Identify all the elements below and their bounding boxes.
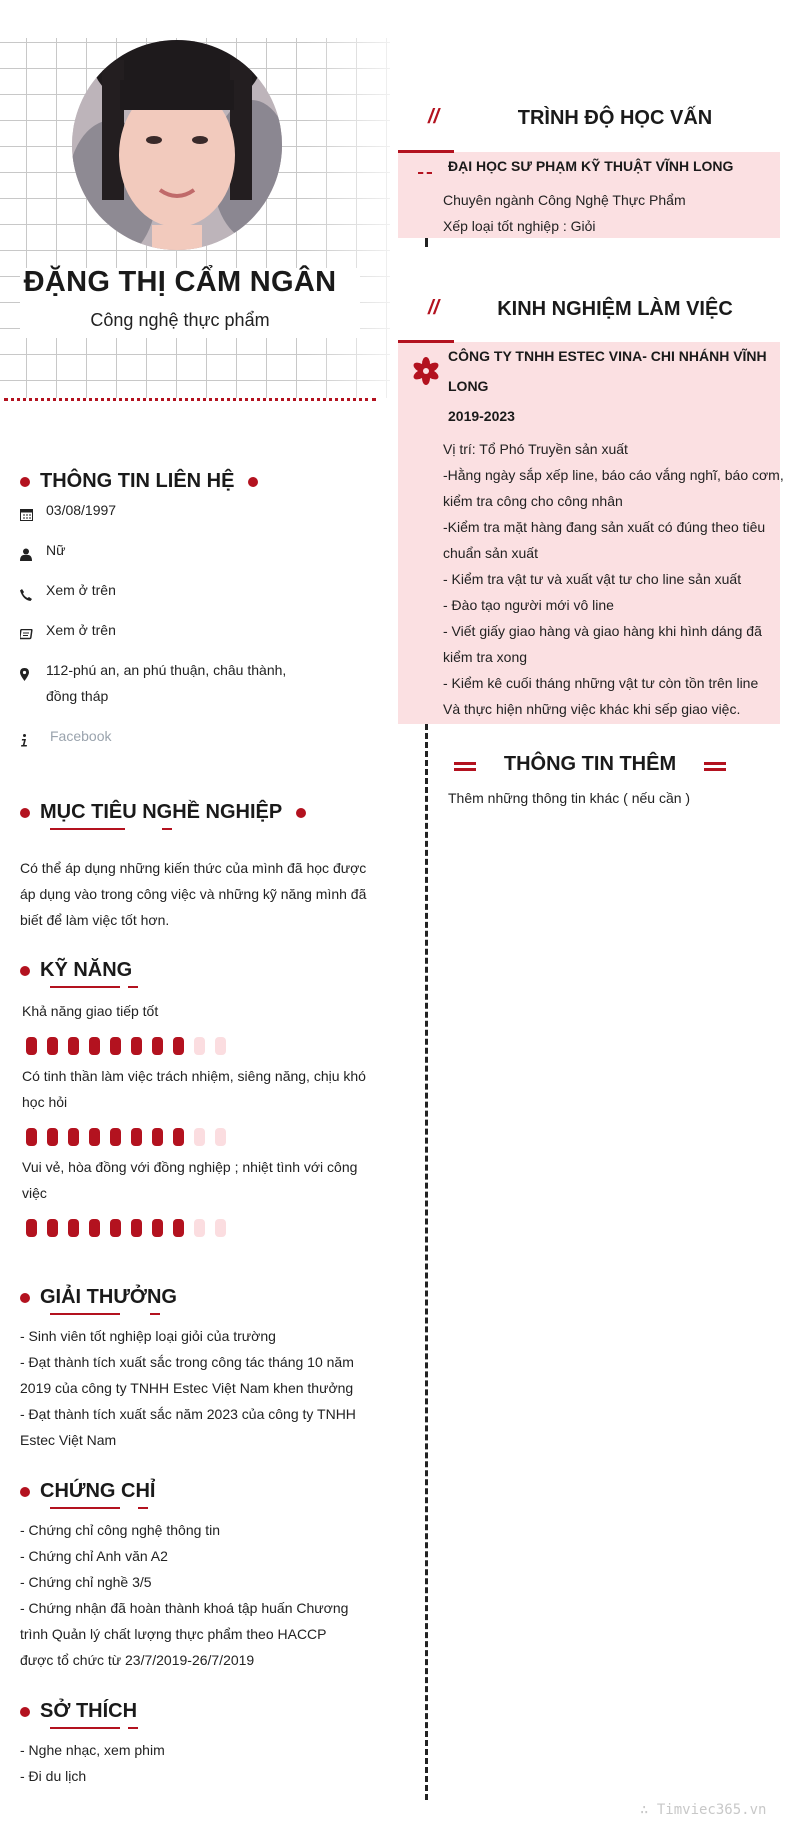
- skill-name: Khả năng giao tiếp tốt: [22, 1003, 159, 1019]
- accent-tab: [398, 150, 454, 153]
- header-dotted-divider: [4, 398, 376, 401]
- skill-pip-filled: [47, 1128, 58, 1146]
- avatar-photo: [72, 40, 282, 250]
- awards-section-header: [20, 1286, 177, 1309]
- section-slash-icon: //: [428, 297, 440, 319]
- skill-pip-filled: [89, 1128, 100, 1146]
- skill-pip-empty: [194, 1219, 205, 1237]
- skill-pip-filled: [26, 1219, 37, 1237]
- email-value: Xem ở trên: [46, 622, 116, 638]
- awards-list: [20, 1323, 380, 1453]
- skill-pip-filled: [173, 1037, 184, 1055]
- candidate-position: Công nghệ thực phẩm: [90, 310, 270, 330]
- award-item: - Đạt thành tích xuất sắc năm 2023 của công ty TNHH Estec Việt Nam: [20, 1406, 356, 1448]
- experience-period: 2019-2023: [448, 408, 515, 424]
- extra-text: Thêm những thông tin khác ( nếu cần ): [448, 790, 691, 806]
- skill-pip-filled: [68, 1128, 79, 1146]
- skill-pip-empty: [215, 1219, 226, 1237]
- skills-section-header: [20, 959, 132, 982]
- experience-details: [443, 436, 785, 722]
- skill-pip-filled: [152, 1037, 163, 1055]
- title-underline: [50, 1727, 120, 1729]
- objective-text: Có thể áp dụng những kiến thức của mình đã học được áp dụng vào trong công việc và những kỹ năng mình đã biết để làm việc tốt hơn.: [20, 860, 367, 928]
- certificate-item: - Chứng chỉ Anh văn A2: [20, 1548, 168, 1564]
- skill-pip-filled: [26, 1037, 37, 1055]
- bullet-dot: [248, 477, 258, 487]
- skill-pip-empty: [194, 1128, 205, 1146]
- experience-line: Vị trí: Tổ Phó Truyền sản xuất: [443, 441, 628, 457]
- calendar-icon: [20, 497, 46, 529]
- hobby-item: - Nghe nhạc, xem phim: [20, 1742, 165, 1758]
- title-underline: [128, 1727, 138, 1729]
- bullet-dot: [296, 808, 306, 818]
- certificate-item: - Chứng chỉ công nghệ thông tin: [20, 1522, 221, 1538]
- skill-pip-filled: [173, 1128, 184, 1146]
- bullet-dot: [20, 477, 30, 487]
- contact-phone-row: [20, 577, 306, 609]
- gender-value: Nữ: [46, 542, 66, 558]
- skill-pip-filled: [152, 1128, 163, 1146]
- skill-pip-filled: [110, 1219, 121, 1237]
- award-item: - Đạt thành tích xuất sắc trong công tác tháng 10 năm 2019 của công ty TNHH Estec Việt Nam khen thưởng: [20, 1354, 354, 1396]
- facebook-link[interactable]: Facebook: [50, 728, 112, 744]
- skill-pip-filled: [68, 1037, 79, 1055]
- skill-pip-filled: [110, 1037, 121, 1055]
- contact-birthday-row: [20, 497, 306, 529]
- skill-pip-filled: [131, 1037, 142, 1055]
- awards-title: GIẢI THƯỞNG: [40, 1286, 177, 1308]
- certificates-list: [20, 1517, 380, 1673]
- skill-name: Vui vẻ, hòa đồng với đồng nghiệp ; nhiệt tình với công việc: [22, 1159, 358, 1201]
- phone-value: Xem ở trên: [46, 582, 116, 598]
- skill-pip-filled: [173, 1219, 184, 1237]
- accent-tab: [398, 340, 454, 343]
- education-title: TRÌNH ĐỘ HỌC VẤN: [517, 107, 713, 129]
- skill-pip-filled: [131, 1219, 142, 1237]
- certificate-item: - Chứng chỉ nghề 3/5: [20, 1574, 152, 1590]
- birthday-value: 03/08/1997: [46, 502, 117, 518]
- timeline-dashed-line: [425, 724, 428, 1800]
- skill-pip-filled: [26, 1128, 37, 1146]
- user-icon: [20, 537, 46, 569]
- skill-pip-empty: [215, 1037, 226, 1055]
- title-underline: [128, 986, 138, 988]
- bullet-dot: [20, 808, 30, 818]
- phone-icon: [20, 577, 46, 609]
- address-value: 112-phú an, an phú thuận, châu thành, đồng tháp: [46, 662, 287, 704]
- experience-line: - Kiểm tra vật tư và xuất vật tư cho line sản xuất: [443, 571, 742, 587]
- certificates-title: CHỨNG CHỈ: [40, 1480, 156, 1502]
- experience-line: -Hằng ngày sắp xếp line, báo cáo vắng nghĩ, báo cơm, kiểm tra công cho công nhân: [443, 467, 784, 509]
- contact-email-row: [20, 617, 306, 649]
- title-underline: [162, 828, 172, 830]
- bullet-dot: [20, 1707, 30, 1717]
- email-icon: [20, 617, 46, 649]
- hobbies-section-header: [20, 1700, 137, 1723]
- skill-pip-filled: [89, 1037, 100, 1055]
- title-underline: [50, 1507, 120, 1509]
- title-underline: [138, 1507, 148, 1509]
- experience-line: - Viết giấy giao hàng và giao hàng khi hình dáng đã kiểm tra xong: [443, 623, 762, 665]
- certificates-section-header: [20, 1480, 155, 1503]
- experience-line: - Kiểm kê cuối tháng những vật tư còn tồn trên line: [443, 675, 759, 691]
- skill-pip-filled: [110, 1128, 121, 1146]
- timeline-marker: [418, 172, 432, 178]
- double-line-icon: [454, 762, 476, 771]
- contact-title: THÔNG TIN LIÊN HỆ: [40, 470, 235, 492]
- skills-title: KỸ NĂNG: [40, 959, 133, 981]
- skill-pip-filled: [47, 1219, 58, 1237]
- skill-pip-filled: [89, 1219, 100, 1237]
- info-icon: [20, 723, 46, 755]
- flower-icon: [412, 357, 440, 390]
- experience-line: Và thực hiện những việc khác khi sếp giao việc.: [443, 701, 741, 717]
- candidate-name: ĐẶNG THỊ CẨM NGÂN: [23, 266, 337, 298]
- hobbies-list: [20, 1737, 380, 1789]
- contact-gender-row: [20, 537, 306, 569]
- contact-address-row: [20, 657, 306, 709]
- bullet-dot: [20, 966, 30, 976]
- contact-facebook-row: [20, 723, 306, 755]
- bullet-dot: [20, 1487, 30, 1497]
- experience-line: -Kiểm tra mặt hàng đang sản xuất có đúng theo tiêu chuẩn sản xuất: [443, 519, 766, 561]
- certificate-item: - Chứng nhận đã hoàn thành khoá tập huấn Chương trình Quản lý chất lượng thực phẩm theo HACCP được tổ chức từ 23/7/2019-26/7/2019: [20, 1600, 349, 1668]
- skill-pip-empty: [194, 1037, 205, 1055]
- double-line-icon: [704, 762, 726, 771]
- skill-level-bar: [26, 1128, 236, 1146]
- education-grade: Xếp loại tốt nghiệp : Giỏi: [443, 218, 596, 234]
- avatar: [72, 40, 282, 250]
- contact-section-header: [20, 470, 258, 493]
- skill-level-bar: [26, 1037, 236, 1055]
- title-underline: [50, 1313, 120, 1315]
- skill-pip-filled: [131, 1128, 142, 1146]
- education-major: Chuyên ngành Công Nghệ Thực Phẩm: [443, 192, 686, 208]
- skill-name: Có tinh thần làm việc trách nhiệm, siêng năng, chịu khó học hỏi: [22, 1068, 366, 1110]
- bullet-dot: [20, 1293, 30, 1303]
- skill-pip-filled: [68, 1219, 79, 1237]
- watermark-logo: ∴ Timviec365.vn: [640, 1802, 767, 1818]
- objective-title: MỤC TIÊU NGHỀ NGHIỆP: [40, 801, 283, 823]
- section-slash-icon: //: [428, 106, 440, 128]
- objective-section-header: [20, 801, 306, 824]
- title-underline: [150, 1313, 160, 1315]
- extra-title: THÔNG TIN THÊM: [503, 753, 677, 775]
- location-pin-icon: [20, 657, 46, 709]
- title-underline: [50, 986, 120, 988]
- skill-pip-filled: [47, 1037, 58, 1055]
- education-school: ĐẠI HỌC SƯ PHẠM KỸ THUẬT VĨNH LONG: [448, 158, 734, 174]
- skill-level-bar: [26, 1219, 236, 1237]
- experience-title: KINH NGHIỆM LÀM VIỆC: [497, 298, 733, 320]
- title-underline: [50, 828, 125, 830]
- award-item: - Sinh viên tốt nghiệp loại giỏi của trường: [20, 1328, 276, 1344]
- experience-line: - Đào tạo người mới vô line: [443, 597, 614, 613]
- hobbies-title: SỞ THÍCH: [40, 1700, 138, 1722]
- skill-pip-filled: [152, 1219, 163, 1237]
- experience-company: CÔNG TY TNHH ESTEC VINA- CHI NHÁNH VĨNH LONG: [448, 348, 767, 394]
- hobby-item: - Đi du lịch: [20, 1768, 87, 1784]
- skill-pip-empty: [215, 1128, 226, 1146]
